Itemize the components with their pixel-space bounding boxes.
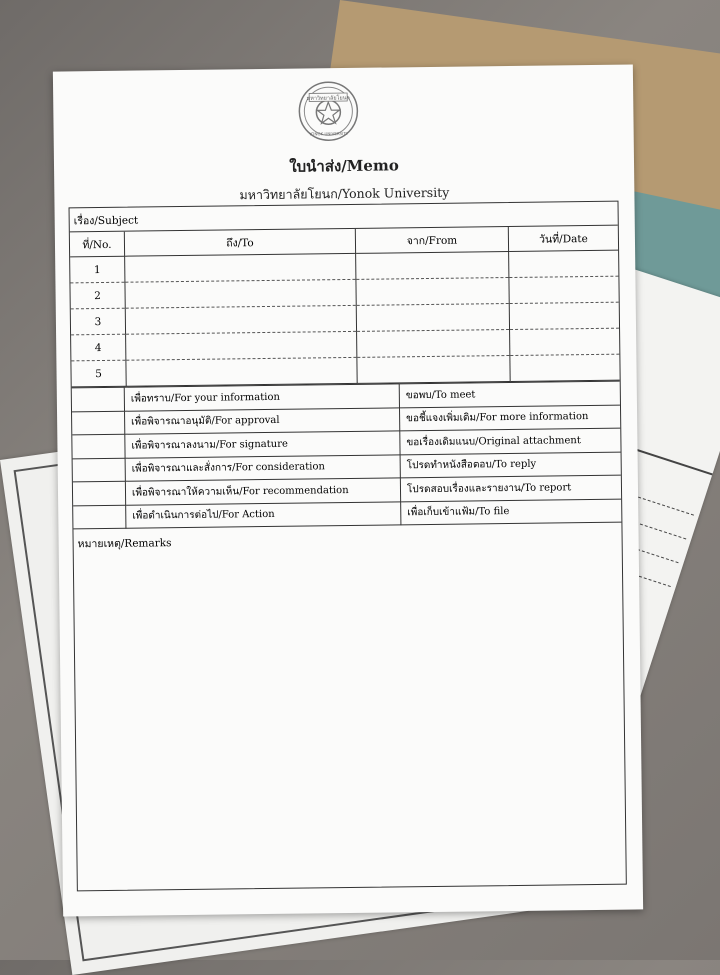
row-number: 3 <box>71 308 126 335</box>
action-checkbox[interactable] <box>72 411 125 435</box>
column-header-from: จาก/From <box>355 227 508 253</box>
from-cell[interactable] <box>356 278 509 306</box>
action-option[interactable]: เพื่อดำเนินการต่อไป/For Action <box>126 501 401 528</box>
action-option[interactable]: ขอเรื่องเดิมแนบ/Original attachment <box>400 428 621 454</box>
memo-sheet <box>53 64 643 916</box>
remarks-field[interactable] <box>73 523 621 559</box>
row-number: 4 <box>71 334 126 361</box>
action-option[interactable]: เพื่อเก็บเข้าแฟ้ม/To file <box>401 499 622 525</box>
action-checklist <box>72 381 622 530</box>
to-cell[interactable] <box>125 279 356 308</box>
action-option[interactable]: โปรดสอบเรื่องและรายงาน/To report <box>400 475 621 501</box>
from-cell[interactable] <box>357 356 510 384</box>
date-cell[interactable] <box>509 276 619 303</box>
action-checkbox[interactable] <box>73 481 126 505</box>
column-header-no: ที่/No. <box>70 232 125 257</box>
action-option[interactable]: ขอชี้แจงเพิ่มเติม/For more information <box>399 405 620 431</box>
remarks-label: หมายเหตุ/Remarks <box>77 537 172 551</box>
from-cell[interactable] <box>357 330 510 358</box>
memo-title: ใบนำส่ง/Memo <box>289 156 399 176</box>
date-cell[interactable] <box>510 328 620 355</box>
to-cell[interactable] <box>125 305 356 334</box>
action-option[interactable]: เพื่อพิจารณาและสั่งการ/For consideration <box>125 454 400 481</box>
action-checkbox[interactable] <box>73 458 126 482</box>
row-number: 5 <box>71 360 126 387</box>
memo-form-frame <box>69 201 627 892</box>
from-cell[interactable] <box>356 252 509 280</box>
action-option[interactable]: เพื่อพิจารณาอนุมัติ/For approval <box>125 407 400 434</box>
action-checkbox[interactable] <box>72 387 125 411</box>
action-option[interactable]: โปรดทำหนังสือตอบ/To reply <box>400 452 621 478</box>
column-header-to: ถึง/To <box>124 229 355 256</box>
routing-table <box>70 226 620 388</box>
action-option[interactable]: เพื่อพิจารณาให้ความเห็น/For recommendation <box>125 478 400 505</box>
yonok-university-seal-icon <box>297 80 360 143</box>
to-cell[interactable] <box>125 253 356 282</box>
row-number: 1 <box>70 256 125 283</box>
column-header-date: วันที่/Date <box>508 226 618 252</box>
action-option[interactable]: เพื่อพิจารณาลงนาม/For signature <box>125 431 400 458</box>
action-checkbox[interactable] <box>72 434 125 458</box>
date-cell[interactable] <box>510 354 620 381</box>
subject-label: เรื่อง/Subject <box>73 214 139 228</box>
date-cell[interactable] <box>509 302 619 329</box>
to-cell[interactable] <box>126 331 357 360</box>
seal-text-thai: มหาวิทยาลัยโยนก <box>306 95 350 102</box>
row-number: 2 <box>70 282 125 309</box>
seal-text-english: YONOK UNIVERSITY <box>309 130 349 137</box>
to-cell[interactable] <box>126 357 357 386</box>
action-checkbox[interactable] <box>73 505 126 529</box>
action-option[interactable]: ขอพบ/To meet <box>399 381 620 407</box>
action-option[interactable]: เพื่อทราบ/For your information <box>124 384 399 411</box>
from-cell[interactable] <box>356 304 509 332</box>
date-cell[interactable] <box>509 250 619 277</box>
university-name: มหาวิทยาลัยโยนก/Yonok University <box>239 184 450 203</box>
